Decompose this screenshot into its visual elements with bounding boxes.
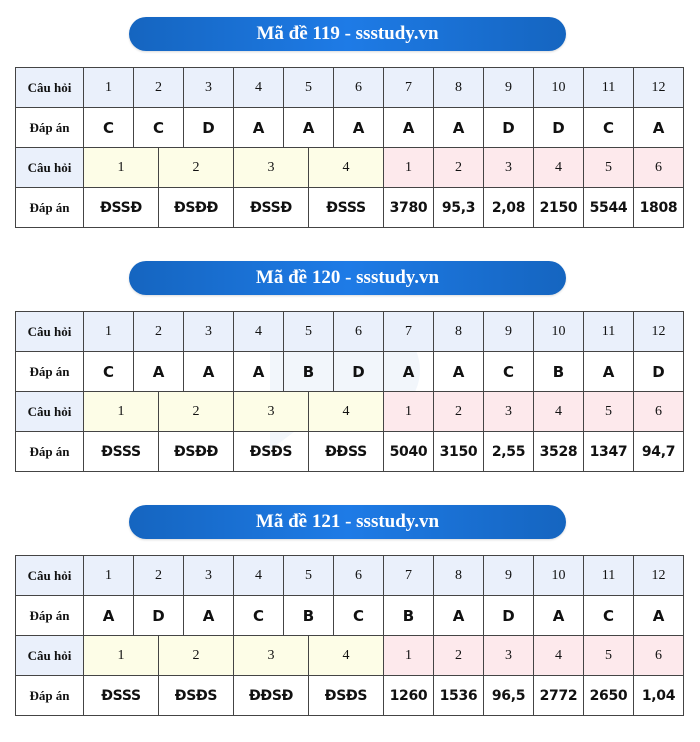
sa-question-number: 5 xyxy=(584,636,634,676)
tf-question-number: 4 xyxy=(309,148,384,188)
tf-question-number: 2 xyxy=(159,392,234,432)
tf-answer-cell: ĐSĐĐ xyxy=(159,432,234,472)
mc-question-number: 10 xyxy=(534,556,584,596)
mc-answer-cell: A xyxy=(334,108,384,148)
mc-answer-cell: A xyxy=(384,352,434,392)
sa-question-number: 2 xyxy=(434,636,484,676)
question-label: Câu hỏi xyxy=(16,68,84,108)
mc-answer-cell: D xyxy=(484,596,534,636)
mc-answer-cell: C xyxy=(584,596,634,636)
mc-question-number: 12 xyxy=(634,556,684,596)
sa-answer-cell: 3150 xyxy=(434,432,484,472)
tf-answer-cell: ĐSĐĐ xyxy=(159,188,234,228)
mc-answer-cell: A xyxy=(284,108,334,148)
mc-answer-cell: D xyxy=(184,108,234,148)
sa-answer-cell: 2150 xyxy=(534,188,584,228)
tf-answer-cell: ĐSSĐ xyxy=(234,188,309,228)
mc-question-number: 3 xyxy=(184,556,234,596)
tf-sa-question-row xyxy=(16,148,684,188)
tf-sa-question-row xyxy=(16,636,684,676)
sa-answer-cell: 1536 xyxy=(434,676,484,716)
sa-question-number: 3 xyxy=(484,392,534,432)
tf-question-number: 1 xyxy=(84,636,159,676)
tf-sa-answer-row xyxy=(16,432,684,472)
question-label: Câu hỏi xyxy=(16,392,84,432)
tf-question-number: 3 xyxy=(234,392,309,432)
mc-answer-cell: D xyxy=(634,352,684,392)
mc-answer-cell: A xyxy=(234,108,284,148)
exam-code-title: Mã đề 119 - ssstudy.vn xyxy=(256,23,439,44)
mc-question-row xyxy=(16,68,684,108)
mc-question-number: 5 xyxy=(284,68,334,108)
mc-question-number: 11 xyxy=(584,312,634,352)
mc-answer-row xyxy=(16,596,684,636)
answer-label: Đáp án xyxy=(16,432,84,472)
mc-question-number: 7 xyxy=(384,312,434,352)
mc-question-number: 4 xyxy=(234,68,284,108)
mc-answer-cell: A xyxy=(384,108,434,148)
tf-answer-cell: ĐSĐS xyxy=(234,432,309,472)
mc-answer-cell: C xyxy=(334,596,384,636)
tf-answer-cell: ĐSSS xyxy=(84,676,159,716)
sa-answer-cell: 94,7 xyxy=(634,432,684,472)
sa-question-number: 4 xyxy=(534,392,584,432)
sa-answer-cell: 95,3 xyxy=(434,188,484,228)
sa-question-number: 3 xyxy=(484,636,534,676)
mc-answer-cell: C xyxy=(134,108,184,148)
tf-answer-cell: ĐSSS xyxy=(309,188,384,228)
tf-answer-cell: ĐSSS xyxy=(84,432,159,472)
mc-question-number: 4 xyxy=(234,556,284,596)
mc-answer-cell: A xyxy=(634,108,684,148)
sa-answer-cell: 1260 xyxy=(384,676,434,716)
sa-question-number: 6 xyxy=(634,636,684,676)
exam-code-banner xyxy=(129,261,566,295)
sa-answer-cell: 5544 xyxy=(584,188,634,228)
sa-question-number: 2 xyxy=(434,148,484,188)
mc-answer-cell: C xyxy=(84,352,134,392)
question-label: Câu hỏi xyxy=(16,636,84,676)
mc-answer-cell: D xyxy=(534,108,584,148)
mc-answer-cell: C xyxy=(234,596,284,636)
mc-answer-cell: D xyxy=(134,596,184,636)
tf-question-number: 4 xyxy=(309,636,384,676)
answer-table xyxy=(15,555,684,716)
mc-answer-cell: A xyxy=(584,352,634,392)
mc-answer-cell: A xyxy=(434,352,484,392)
mc-answer-cell: A xyxy=(184,352,234,392)
mc-answer-cell: A xyxy=(534,596,584,636)
tf-question-number: 2 xyxy=(159,148,234,188)
mc-answer-cell: C xyxy=(84,108,134,148)
tf-sa-answer-row xyxy=(16,188,684,228)
mc-question-number: 6 xyxy=(334,68,384,108)
mc-question-number: 8 xyxy=(434,312,484,352)
tf-question-number: 1 xyxy=(84,392,159,432)
sa-question-number: 1 xyxy=(384,636,434,676)
mc-question-number: 1 xyxy=(84,68,134,108)
sa-question-number: 1 xyxy=(384,392,434,432)
mc-answer-cell: A xyxy=(234,352,284,392)
tf-answer-cell: ĐSĐS xyxy=(159,676,234,716)
sa-answer-cell: 96,5 xyxy=(484,676,534,716)
mc-answer-row xyxy=(16,352,684,392)
mc-question-number: 6 xyxy=(334,312,384,352)
tf-answer-cell: ĐĐSS xyxy=(309,432,384,472)
mc-question-number: 9 xyxy=(484,68,534,108)
answer-label: Đáp án xyxy=(16,676,84,716)
tf-question-number: 1 xyxy=(84,148,159,188)
sa-question-number: 3 xyxy=(484,148,534,188)
mc-question-number: 10 xyxy=(534,312,584,352)
mc-question-number: 3 xyxy=(184,312,234,352)
answer-label: Đáp án xyxy=(16,108,84,148)
mc-question-number: 7 xyxy=(384,68,434,108)
tf-answer-cell: ĐSSĐ xyxy=(84,188,159,228)
mc-question-number: 12 xyxy=(634,312,684,352)
mc-answer-row xyxy=(16,108,684,148)
sa-answer-cell: 2,55 xyxy=(484,432,534,472)
tf-question-number: 3 xyxy=(234,636,309,676)
answer-label: Đáp án xyxy=(16,188,84,228)
mc-question-number: 1 xyxy=(84,556,134,596)
mc-answer-cell: A xyxy=(184,596,234,636)
sa-question-number: 6 xyxy=(634,392,684,432)
question-label: Câu hỏi xyxy=(16,148,84,188)
tf-sa-question-row xyxy=(16,392,684,432)
mc-question-number: 12 xyxy=(634,68,684,108)
mc-answer-cell: C xyxy=(584,108,634,148)
mc-answer-cell: B xyxy=(284,352,334,392)
exam-code-banner xyxy=(129,505,566,539)
mc-answer-cell: A xyxy=(434,108,484,148)
question-label: Câu hỏi xyxy=(16,556,84,596)
mc-question-number: 2 xyxy=(134,556,184,596)
mc-question-number: 1 xyxy=(84,312,134,352)
mc-question-number: 10 xyxy=(534,68,584,108)
sa-answer-cell: 5040 xyxy=(384,432,434,472)
sa-question-number: 5 xyxy=(584,392,634,432)
tf-answer-cell: ĐĐSĐ xyxy=(234,676,309,716)
sa-question-number: 4 xyxy=(534,636,584,676)
sa-answer-cell: 1347 xyxy=(584,432,634,472)
question-label: Câu hỏi xyxy=(16,312,84,352)
sa-answer-cell: 2650 xyxy=(584,676,634,716)
answer-label: Đáp án xyxy=(16,596,84,636)
tf-question-number: 3 xyxy=(234,148,309,188)
exam-code-title: Mã đề 120 - ssstudy.vn xyxy=(255,267,440,288)
sa-answer-cell: 2,08 xyxy=(484,188,534,228)
mc-answer-cell: A xyxy=(434,596,484,636)
mc-question-number: 7 xyxy=(384,556,434,596)
sa-answer-cell: 1808 xyxy=(634,188,684,228)
sa-question-number: 2 xyxy=(434,392,484,432)
sa-answer-cell: 1,04 xyxy=(634,676,684,716)
mc-question-number: 3 xyxy=(184,68,234,108)
answer-table xyxy=(15,311,684,472)
exam-code-title: Mã đề 121 - ssstudy.vn xyxy=(255,511,440,532)
mc-answer-cell: C xyxy=(484,352,534,392)
mc-question-number: 8 xyxy=(434,556,484,596)
mc-question-number: 9 xyxy=(484,556,534,596)
mc-question-number: 2 xyxy=(134,312,184,352)
mc-answer-cell: D xyxy=(484,108,534,148)
exam-code-banner xyxy=(129,17,566,51)
mc-answer-cell: D xyxy=(334,352,384,392)
mc-answer-cell: B xyxy=(534,352,584,392)
mc-answer-cell: A xyxy=(634,596,684,636)
mc-question-number: 5 xyxy=(284,556,334,596)
sa-answer-cell: 2772 xyxy=(534,676,584,716)
tf-question-number: 2 xyxy=(159,636,234,676)
mc-question-number: 9 xyxy=(484,312,534,352)
mc-answer-cell: B xyxy=(284,596,334,636)
mc-question-number: 6 xyxy=(334,556,384,596)
tf-question-number: 4 xyxy=(309,392,384,432)
sa-answer-cell: 3528 xyxy=(534,432,584,472)
mc-question-number: 2 xyxy=(134,68,184,108)
mc-question-row xyxy=(16,556,684,596)
mc-question-number: 11 xyxy=(584,68,634,108)
sa-question-number: 5 xyxy=(584,148,634,188)
tf-sa-answer-row xyxy=(16,676,684,716)
answer-table xyxy=(15,67,684,228)
answer-label: Đáp án xyxy=(16,352,84,392)
mc-question-number: 11 xyxy=(584,556,634,596)
sa-answer-cell: 3780 xyxy=(384,188,434,228)
tf-answer-cell: ĐSĐS xyxy=(309,676,384,716)
sa-question-number: 4 xyxy=(534,148,584,188)
mc-question-row xyxy=(16,312,684,352)
mc-answer-cell: B xyxy=(384,596,434,636)
mc-answer-cell: A xyxy=(84,596,134,636)
mc-question-number: 4 xyxy=(234,312,284,352)
mc-question-number: 8 xyxy=(434,68,484,108)
sa-question-number: 6 xyxy=(634,148,684,188)
mc-question-number: 5 xyxy=(284,312,334,352)
sa-question-number: 1 xyxy=(384,148,434,188)
mc-answer-cell: A xyxy=(134,352,184,392)
